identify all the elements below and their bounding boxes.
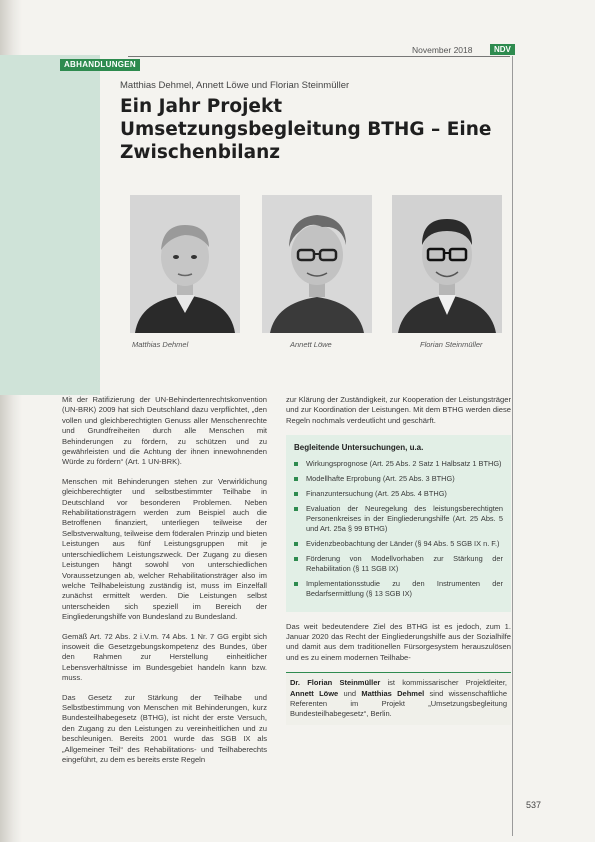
article-title: Ein Jahr Projekt Umsetzungsbegleitung BTHG – Eine Zwischenbilanz (120, 96, 492, 163)
photo-caption-loewe: Annett Löwe (290, 340, 332, 349)
journal-logo: NDV (490, 44, 515, 55)
info-box-list (294, 459, 503, 599)
section-tag: ABHANDLUNGEN (60, 59, 140, 71)
bullet-square-icon (294, 477, 298, 481)
info-box (286, 435, 511, 611)
authors-line: Matthias Dehmel, Annett Löwe und Florian Steinmüller (120, 80, 350, 91)
body-paragraph: Gemäß Art. 72 Abs. 2 i.V.m. 74 Abs. 1 Nr. 7 GG ergibt sich insoweit die Gesetzgebungskompetenz des Bundes, über den Rahmen zur Herstellung einheitlicher Lebensverhältnisse im Bundesgebiet handeln kann bzw. muss. (62, 631, 267, 683)
info-box-item: Evidenzbeobachtung der Länder (§ 94 Abs. 5 SGB IX n. F.) (294, 539, 503, 549)
bullet-square-icon (294, 492, 298, 496)
issue-date: November 2018 (412, 45, 473, 55)
info-box-item: Wirkungsprognose (Art. 25 Abs. 2 Satz 1 Halbsatz 1 BTHG) (294, 459, 503, 469)
info-box-item: Modellhafte Erprobung (Art. 25 Abs. 3 BTHG) (294, 474, 503, 484)
bullet-square-icon (294, 557, 298, 561)
author-photo-steinmueller (392, 195, 502, 333)
info-box-title: Begleitende Untersuchungen, u.a. (294, 443, 424, 453)
author-bio: Dr. Florian Steinmüller ist kommissarischer Projektleiter, Annett Löwe und Matthias Dehmel sind wissenschaftliche Referenten im Projekt „Umsetzungsbegleitung Bundesteilhabegesetz“, Berlin. (286, 672, 511, 725)
author-photo-dehmel (130, 195, 240, 333)
info-box-item: Förderung von Modellvorhaben zur Stärkung der Rehabilitation (§ 11 SGB IX) (294, 554, 503, 574)
bio-name-steinmueller: Dr. Florian Steinmüller (290, 678, 381, 688)
photo-caption-dehmel: Matthias Dehmel (132, 340, 189, 349)
body-paragraph: zur Klärung der Zuständigkeit, zur Kooperation der Leistungsträger und zur Koordination der Leistungen. Mit dem BTHG werden diese Regeln nochmals verdeutlicht und geschärft. (286, 395, 511, 425)
right-margin-rule (512, 56, 513, 836)
author-photo-loewe (262, 195, 372, 333)
info-box-item: Implementationsstudie zu den Instrumenten der Bedarfsermittlung (§ 13 SGB IX) (294, 579, 503, 599)
body-column-left (62, 395, 267, 774)
header-rule (128, 56, 510, 57)
decorative-band (0, 55, 100, 395)
body-paragraph: Mit der Ratifizierung der UN-Behindertenrechtskonvention (UN-BRK) 2009 hat sich Deutschland dazu verpflichtet, „den vollen und gleichberechtigten Genuss aller Menschenrechte und Grundfreiheiten durch alle Menschen mit Behinderungen zu fördern, zu schützen und zu gewährleisten und die Achtung der ihnen innewohnenden Würde zu fördern“ (Art. 1 UN-BRK). (62, 395, 267, 467)
bullet-square-icon (294, 507, 298, 511)
body-paragraph: Das weit bedeutendere Ziel des BTHG ist es jedoch, zum 1. Januar 2020 das Recht der Eingliederungshilfe aus der Sozialhilfe und damit aus dem traditionellen Fürsorgesystem herauszulösen und es zu einem modernen Teilhabe- (286, 621, 511, 662)
bio-name-loewe: Annett Löwe (290, 688, 339, 698)
bullet-square-icon (294, 462, 298, 466)
body-column-right (286, 395, 511, 725)
bullet-square-icon (294, 542, 298, 546)
page-number: 537 (526, 800, 542, 810)
info-box-item: Finanzuntersuchung (Art. 25 Abs. 4 BTHG) (294, 489, 503, 499)
body-paragraph: Das Gesetz zur Stärkung der Teilhabe und Selbstbestimmung von Menschen mit Behinderungen, kurz Bundesteilhabegesetz (BTHG), ist nicht der erste Versuch, den Zugang zu den Leistungen zu vereinheitlichen und zu beschleunigen. Bereits 2001 wurde das SGB IX als „Allgemeiner Teil“ des Rehabilitations- und Teilhaberechts eingeführt, zu dem es bereits erste Regeln (62, 692, 267, 764)
bullet-square-icon (294, 582, 298, 586)
info-box-item: Evaluation der Neuregelung des leistungsberechtigten Personenkreises in der Eingliederungshilfe (Art. 25 Abs. 5 und Art. 25a § 99 BTHG) (294, 504, 503, 534)
photo-caption-steinmueller: Florian Steinmüller (420, 340, 483, 349)
body-paragraph: Menschen mit Behinderungen stehen zur Verwirklichung gleichberechtigter und selbstbestimmter Teilhabe in Deutschland vor besonderen Problemen. Neben Rehabilitationsträgern werden zum Beispiel auch die Betroffenen finanziert, unterliegen teilweise der Selbstverwaltung, teilweise dem föderalen Prinzip und bieten Leistungen aus fünf Leistungsgruppen mit je unterschiedlichem Leistungszweck. Der Zugang zu diesen Leistungen hängt sowohl von unterschiedlichen Voraussetzungen ab, welcher Rehabilitationsträger also im welche Teilhabeleistung zuständig ist, muss im Einzelfall zunächst ermittelt werden. Die Leistungen selbst unterscheiden sich speziell im Bereich der Eingliederungshilfe von Bundesland zu Bundesland. (62, 476, 267, 622)
bio-name-dehmel: Matthias Dehmel (361, 688, 425, 698)
